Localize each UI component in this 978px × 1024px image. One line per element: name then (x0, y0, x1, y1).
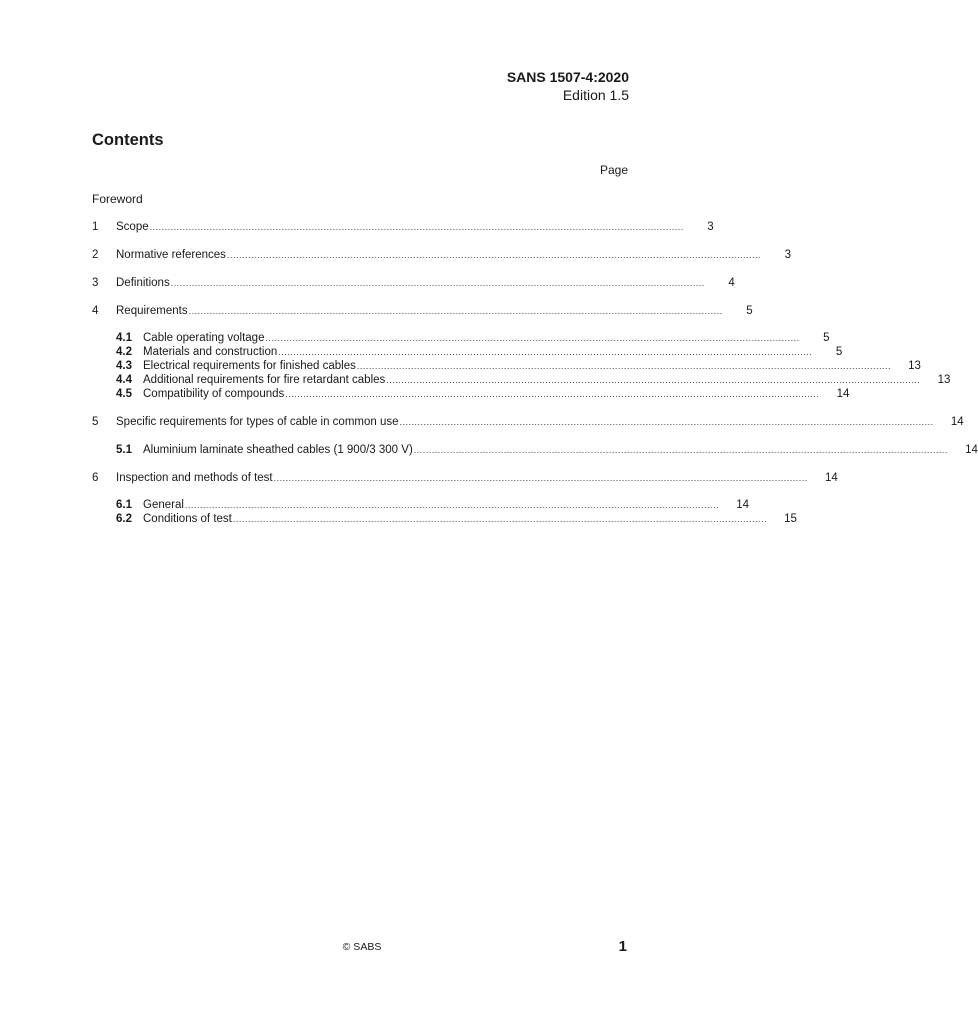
toc-entry-number: 5 (92, 416, 99, 428)
toc-entry-label: Aluminium laminate sheathed cables (1 900/3 300 V) (143, 444, 413, 456)
toc-entry-6-2[interactable] (116, 512, 797, 526)
toc-entry-page: 14 (950, 416, 964, 428)
toc-entry-page: 5 (835, 346, 843, 358)
page-column-label: Page (599, 163, 628, 177)
toc-entry-label: Additional requirements for fire retardant cables (143, 374, 386, 386)
toc-entry-label: Normative references (116, 249, 226, 261)
toc-entry-2[interactable] (92, 248, 792, 262)
toc-entry-label: Electrical requirements for finished cables (143, 360, 356, 372)
toc-entry-page: 4 (728, 277, 735, 289)
toc-entry-label: Specific requirements for types of cable in common use (116, 416, 399, 428)
toc-entry-number: 4.2 (116, 346, 132, 358)
contents-title: Contents (92, 131, 164, 149)
toc-entry-number: 6 (92, 472, 99, 484)
toc-entry-6[interactable] (92, 471, 838, 485)
dot-leader: .................................................................................................................................................................................. (149, 222, 684, 232)
toc-entry-4-5[interactable] (116, 387, 850, 401)
toc-entry-number: 4.3 (116, 360, 132, 372)
toc-entry-number: 4.4 (116, 374, 132, 386)
toc-entry-page: 5 (746, 305, 753, 317)
toc-entry-page: 14 (836, 388, 850, 400)
toc-entry-page: 14 (736, 499, 750, 511)
dot-leader: .................................................................................................................................................................................. (170, 278, 705, 288)
toc-entry-number: 4.5 (116, 388, 132, 400)
toc-entry-page: 5 (823, 332, 830, 344)
toc-entry-page: 15 (784, 513, 797, 525)
toc-entry-5[interactable] (92, 415, 964, 429)
toc-entry-page: 3 (784, 249, 792, 261)
toc-entry-number: 6.2 (116, 513, 132, 525)
toc-entry-label: Definitions (116, 277, 170, 289)
dot-leader: .................................................................................................................................................................................. (273, 473, 808, 483)
toc-entry-label: Requirements (116, 305, 188, 317)
toc-entry-4-3[interactable] (116, 359, 921, 373)
toc-entry-label: Conditions of test (143, 513, 232, 525)
dot-leader: .................................................................................................................................................................................. (356, 361, 891, 371)
toc-entry-number: 4.1 (116, 332, 132, 344)
toc-entry-4-1[interactable] (116, 331, 830, 345)
toc-entry-page: 13 (937, 374, 951, 386)
toc-entry-page: 14 (824, 472, 838, 484)
toc-entry-3[interactable] (92, 276, 735, 290)
toc-entry-number: 3 (92, 277, 99, 289)
toc-entry-page: 3 (707, 221, 714, 233)
toc-entry-number: 1 (92, 221, 99, 233)
toc-entry-number: 2 (92, 249, 99, 261)
dot-leader: .................................................................................................................................................................................. (399, 417, 934, 427)
dot-leader: .................................................................................................................................................................................. (285, 389, 820, 399)
toc-entry-label: General (143, 499, 184, 511)
toc-entry-number: 6.1 (116, 499, 132, 511)
toc-entry-6-1[interactable] (116, 498, 750, 512)
toc-entry-5-1[interactable] (116, 443, 978, 457)
toc-entry-label: Materials and construction (143, 346, 278, 358)
toc-entry-page: 13 (908, 360, 921, 372)
dot-leader: .................................................................................................................................................................................. (278, 347, 813, 357)
dot-leader: .................................................................................................................................................................................. (265, 333, 800, 343)
dot-leader: .................................................................................................................................................................................. (386, 375, 921, 385)
dot-leader: .................................................................................................................................................................................. (188, 306, 723, 316)
dot-leader: .................................................................................................................................................................................. (413, 445, 948, 455)
toc-entry-label: Scope (116, 221, 149, 233)
toc-entry-4[interactable] (92, 304, 753, 318)
edition-label: Edition 1.5 (562, 87, 629, 103)
foreword-entry[interactable]: Foreword (92, 192, 143, 206)
toc-entry-4-4[interactable] (116, 373, 951, 387)
toc-entry-label: Cable operating voltage (143, 332, 265, 344)
toc-entry-page: 14 (965, 444, 978, 456)
dot-leader: .................................................................................................................................................................................. (184, 500, 720, 510)
toc-entry-label: Inspection and methods of test (116, 472, 273, 484)
toc-entry-4-2[interactable] (116, 345, 843, 359)
document-id: SANS 1507-4:2020 (506, 69, 629, 85)
toc-entry-number: 5.1 (116, 444, 132, 456)
toc-entry-label: Compatibility of compounds (143, 388, 285, 400)
dot-leader: .................................................................................................................................................................................. (232, 514, 767, 524)
footer-page-number: 1 (618, 938, 627, 955)
toc-entry-1[interactable] (92, 220, 714, 234)
toc-entry-number: 4 (92, 305, 99, 317)
dot-leader: .................................................................................................................................................................................. (226, 250, 762, 260)
footer-copyright: © SABS (342, 941, 382, 953)
